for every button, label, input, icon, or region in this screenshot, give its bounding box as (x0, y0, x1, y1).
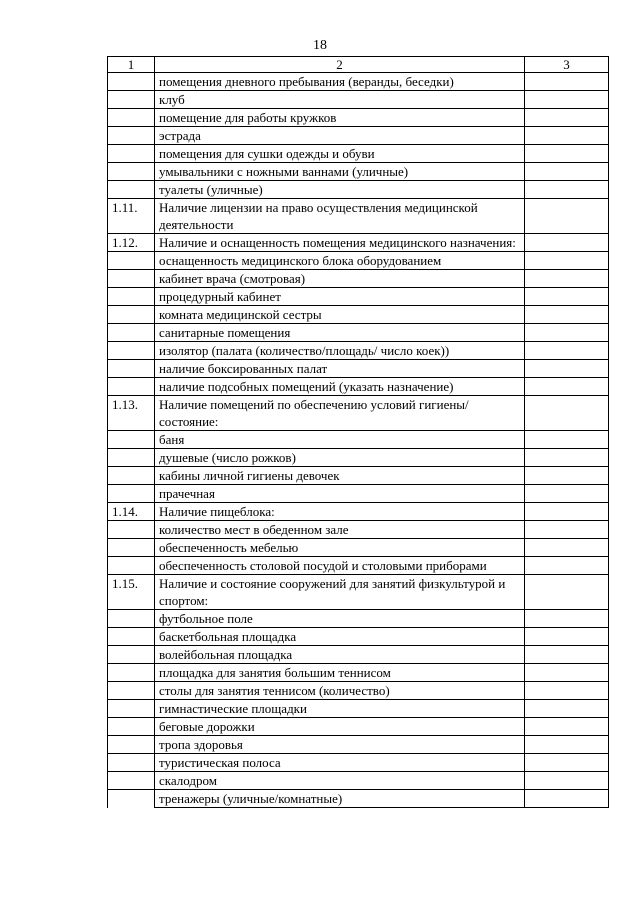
item-description-cell: прачечная (155, 485, 525, 503)
item-number-cell (108, 431, 155, 449)
page-number: 18 (313, 38, 327, 53)
item-value-cell (525, 467, 609, 485)
item-number-cell (108, 736, 155, 754)
item-description-cell: беговые дорожки (155, 718, 525, 736)
table-row (108, 700, 609, 718)
item-description-cell: оснащенность медицинского блока оборудованием (155, 252, 525, 270)
item-number-cell (108, 270, 155, 288)
item-value-cell (525, 754, 609, 772)
item-number-cell (108, 181, 155, 199)
item-value-cell (525, 163, 609, 181)
item-description-cell: кабинет врача (смотровая) (155, 270, 525, 288)
table-row (108, 754, 609, 772)
item-value-cell (525, 718, 609, 736)
item-description-cell: гимнастические площадки (155, 700, 525, 718)
item-description-cell: столы для занятия теннисом (количество) (155, 682, 525, 700)
table-row (108, 718, 609, 736)
table-row (108, 199, 609, 234)
item-number-cell (108, 109, 155, 127)
item-number-cell (108, 449, 155, 467)
item-number-cell: 1.13. (108, 396, 155, 431)
item-value-cell (525, 199, 609, 234)
item-number-cell (108, 127, 155, 145)
table-row (108, 646, 609, 664)
item-number-cell (108, 772, 155, 790)
item-number-cell (108, 754, 155, 772)
item-value-cell (525, 449, 609, 467)
item-value-cell (525, 539, 609, 557)
item-description-cell: Наличие и состояние сооружений для занятий физкультурой и спортом: (155, 575, 525, 610)
item-number-cell (108, 73, 155, 91)
item-description-cell: помещения дневного пребывания (веранды, беседки) (155, 73, 525, 91)
item-number-cell: 1.14. (108, 503, 155, 521)
item-description-cell: волейбольная площадка (155, 646, 525, 664)
item-number-cell: 1.15. (108, 575, 155, 610)
item-number-cell (108, 700, 155, 718)
table-row (108, 91, 609, 109)
item-number-cell (108, 664, 155, 682)
item-value-cell (525, 127, 609, 145)
item-description-cell: наличие подсобных помещений (указать назначение) (155, 378, 525, 396)
item-number-cell (108, 628, 155, 646)
table-row (108, 449, 609, 467)
item-description-cell: Наличие лицензии на право осуществления медицинской деятельности (155, 199, 525, 234)
table-row (108, 503, 609, 521)
item-number-cell (108, 342, 155, 360)
item-description-cell: баня (155, 431, 525, 449)
table-row (108, 539, 609, 557)
table-header-row (108, 57, 609, 73)
item-number-cell (108, 252, 155, 270)
item-description-cell: комната медицинской сестры (155, 306, 525, 324)
item-value-cell (525, 324, 609, 342)
table-row (108, 557, 609, 575)
table-row (108, 127, 609, 145)
item-description-cell: футбольное поле (155, 610, 525, 628)
table-row (108, 396, 609, 431)
item-description-cell: Наличие пищеблока: (155, 503, 525, 521)
item-number-cell (108, 790, 155, 808)
table-row (108, 378, 609, 396)
item-description-cell: эстрада (155, 127, 525, 145)
item-value-cell (525, 790, 609, 808)
item-description-cell: туристическая полоса (155, 754, 525, 772)
table-row (108, 270, 609, 288)
header-col-3: 3 (525, 57, 609, 73)
item-value-cell (525, 288, 609, 306)
item-number-cell (108, 306, 155, 324)
item-description-cell: наличие боксированных палат (155, 360, 525, 378)
table-row (108, 628, 609, 646)
item-value-cell (525, 503, 609, 521)
table-row (108, 360, 609, 378)
item-value-cell (525, 109, 609, 127)
item-value-cell (525, 73, 609, 91)
item-description-cell: Наличие помещений по обеспечению условий гигиены/ состояние: (155, 396, 525, 431)
table-row (108, 772, 609, 790)
item-number-cell (108, 378, 155, 396)
item-value-cell (525, 521, 609, 539)
item-number-cell (108, 557, 155, 575)
item-value-cell (525, 575, 609, 610)
table-row (108, 163, 609, 181)
table-row (108, 109, 609, 127)
item-number-cell (108, 163, 155, 181)
item-description-cell: баскетбольная площадка (155, 628, 525, 646)
item-number-cell (108, 718, 155, 736)
item-description-cell: Наличие и оснащенность помещения медицинского назначения: (155, 234, 525, 252)
item-description-cell: изолятор (палата (количество/площадь/ число коек)) (155, 342, 525, 360)
item-description-cell: клуб (155, 91, 525, 109)
table-row (108, 342, 609, 360)
item-description-cell: кабины личной гигиены девочек (155, 467, 525, 485)
item-number-cell: 1.12. (108, 234, 155, 252)
item-number-cell (108, 467, 155, 485)
item-value-cell (525, 270, 609, 288)
table-row (108, 252, 609, 270)
item-number-cell (108, 91, 155, 109)
item-value-cell (525, 557, 609, 575)
table-row (108, 575, 609, 610)
item-description-cell: скалодром (155, 772, 525, 790)
item-description-cell: тренажеры (уличные/комнатные) (155, 790, 525, 808)
item-description-cell: помещение для работы кружков (155, 109, 525, 127)
document-table (107, 56, 609, 808)
item-number-cell (108, 288, 155, 306)
table-row (108, 288, 609, 306)
table-row (108, 682, 609, 700)
table-row (108, 324, 609, 342)
item-number-cell (108, 521, 155, 539)
item-value-cell (525, 772, 609, 790)
table-row (108, 790, 609, 808)
item-value-cell (525, 360, 609, 378)
table-row (108, 467, 609, 485)
item-number-cell (108, 682, 155, 700)
item-value-cell (525, 91, 609, 109)
item-value-cell (525, 664, 609, 682)
item-number-cell (108, 360, 155, 378)
item-number-cell (108, 646, 155, 664)
item-value-cell (525, 431, 609, 449)
item-number-cell (108, 324, 155, 342)
item-value-cell (525, 252, 609, 270)
table-row (108, 431, 609, 449)
item-value-cell (525, 145, 609, 163)
item-description-cell: обеспеченность мебелью (155, 539, 525, 557)
item-description-cell: душевые (число рожков) (155, 449, 525, 467)
item-description-cell: помещения для сушки одежды и обуви (155, 145, 525, 163)
table-row (108, 664, 609, 682)
table-row (108, 234, 609, 252)
table-row (108, 73, 609, 91)
item-description-cell: обеспеченность столовой посудой и столовыми приборами (155, 557, 525, 575)
item-description-cell: умывальники с ножными ваннами (уличные) (155, 163, 525, 181)
item-value-cell (525, 234, 609, 252)
table-row (108, 485, 609, 503)
table-row (108, 610, 609, 628)
item-description-cell: тропа здоровья (155, 736, 525, 754)
item-value-cell (525, 700, 609, 718)
item-description-cell: площадка для занятия большим теннисом (155, 664, 525, 682)
item-number-cell (108, 539, 155, 557)
table-row (108, 306, 609, 324)
item-description-cell: санитарные помещения (155, 324, 525, 342)
item-description-cell: процедурный кабинет (155, 288, 525, 306)
item-value-cell (525, 485, 609, 503)
item-number-cell (108, 485, 155, 503)
item-description-cell: туалеты (уличные) (155, 181, 525, 199)
table-row (108, 181, 609, 199)
item-value-cell (525, 682, 609, 700)
item-value-cell (525, 628, 609, 646)
table-row (108, 736, 609, 754)
item-value-cell (525, 306, 609, 324)
item-value-cell (525, 342, 609, 360)
table-row (108, 521, 609, 539)
item-description-cell: количество мест в обеденном зале (155, 521, 525, 539)
header-col-2: 2 (155, 57, 525, 73)
item-value-cell (525, 610, 609, 628)
item-value-cell (525, 378, 609, 396)
item-number-cell (108, 145, 155, 163)
item-number-cell: 1.11. (108, 199, 155, 234)
item-value-cell (525, 736, 609, 754)
item-value-cell (525, 646, 609, 664)
item-value-cell (525, 181, 609, 199)
item-value-cell (525, 396, 609, 431)
item-number-cell (108, 610, 155, 628)
table-row (108, 145, 609, 163)
header-col-1: 1 (108, 57, 155, 73)
